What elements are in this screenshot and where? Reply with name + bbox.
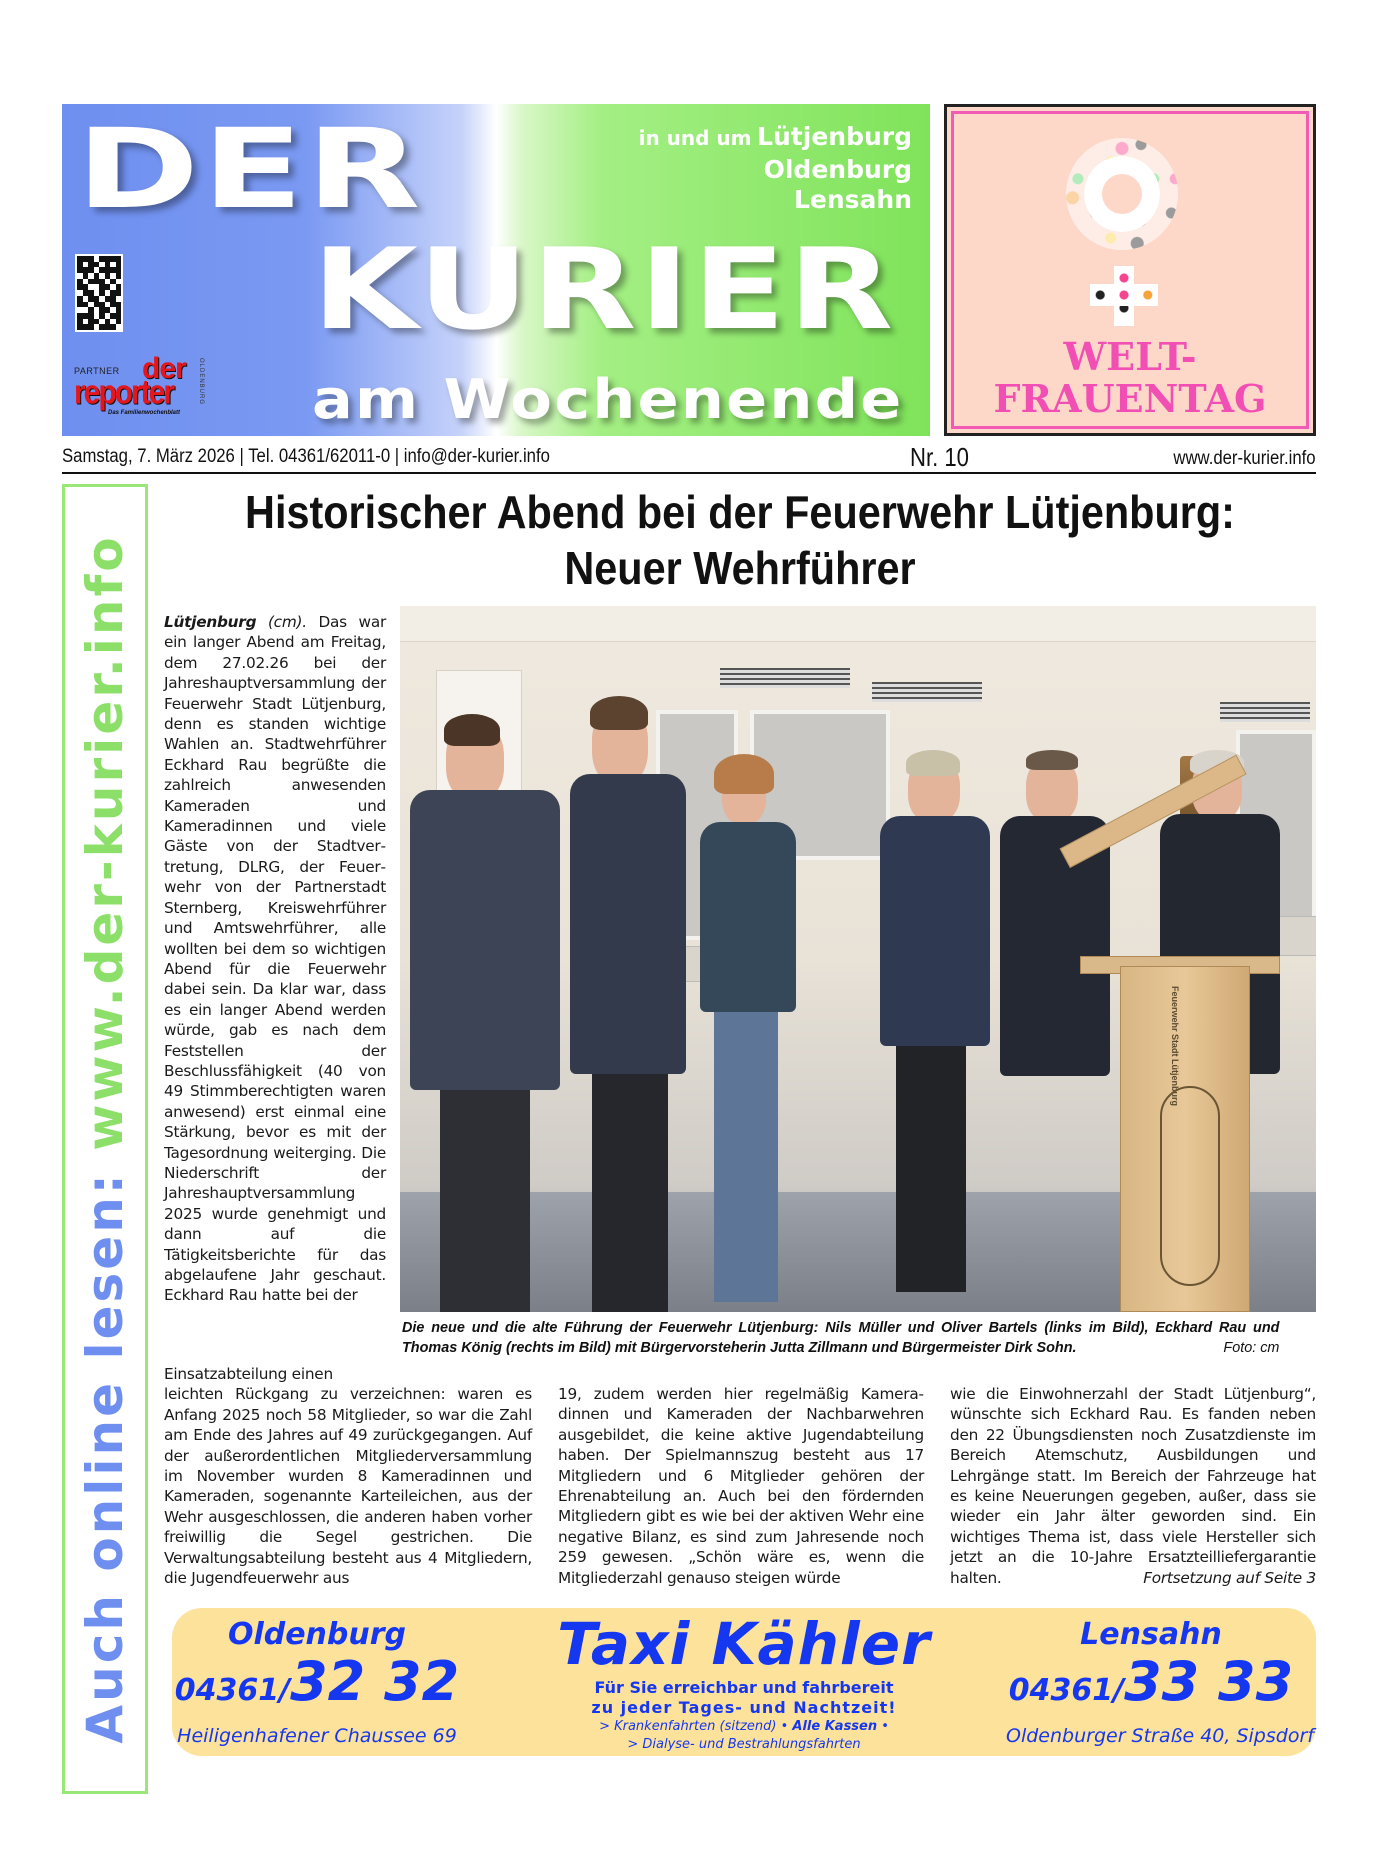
photo-vent (1220, 702, 1310, 722)
photo-person-3 (700, 746, 800, 1312)
headline-line2: Neuer Wehrführer (564, 542, 916, 594)
online-promo-text[interactable] (76, 534, 134, 1743)
ad-service-1-text: > Krankenfahrten (sitzend) • (599, 1719, 793, 1734)
ad-phone-number: 32 32 (290, 1650, 460, 1713)
ad-phone-prefix: 04361/ (1008, 1673, 1125, 1708)
online-promo-sidebar (62, 484, 148, 1794)
ad-phone-number: 33 33 (1124, 1650, 1294, 1713)
photo-caption (402, 1318, 1279, 1358)
website-link[interactable]: www.der-kurier.info (1173, 448, 1316, 469)
region-lensahn: Lensahn (793, 185, 912, 214)
taxi-advertisement[interactable] (172, 1608, 1316, 1756)
ad-service-2: > Dialyse- und Bestrahlungsfahrten (627, 1737, 861, 1752)
ad-service-1-bold: Alle Kassen (792, 1719, 878, 1734)
article-headline (218, 484, 1262, 596)
masthead-title-der: DER (76, 105, 424, 233)
masthead-regions (639, 122, 912, 215)
photo-credit: Foto: cm (1223, 1339, 1280, 1356)
photo-vent (720, 668, 850, 688)
partner-label: PARTNER (74, 366, 120, 376)
ad-center-block (504, 1610, 984, 1754)
masthead-title-wochenende: am Wochenende (312, 368, 904, 431)
fire-brigade-emblem-icon (1160, 1086, 1220, 1286)
photo-vent (872, 682, 982, 702)
ad-lensahn-phone[interactable] (1006, 1650, 1296, 1723)
online-promo-label: Auch online lesen: (76, 1150, 134, 1744)
promo-title-line1: WELT- (1063, 334, 1197, 379)
ad-oldenburg-city: Oldenburg (227, 1617, 407, 1652)
column-1-text: leichten Rückgang zu verzeichnen: waren es Anfang 2025 noch 58 Mitglieder, so war die Zahl am Ende des Jahres auf 49 zurückgegangen. Auf der außerordentlichen Mitgliederversammlung im November wurden 8 Kameradinnen und Kameraden, sogenannte Karteileichen, aus der Wehr ausgeschlossen, die anderen haben vorher freiwillig die Segel gestrichen. Die Verwaltungsabteilung besteht aus 4 Mitgliedern, die Jugendfeuerwehr aus (164, 1385, 532, 1588)
dateline-author: (cm). (267, 613, 307, 631)
promo-frame (951, 111, 1309, 429)
lectern-text: Feuerwehr Stadt Lütjenburg (1170, 986, 1180, 1107)
qr-code-icon[interactable] (75, 254, 123, 332)
ad-lensahn-block (1006, 1616, 1314, 1749)
issue-date-contact: Samstag, 7. März 2026 | Tel. 04361/62011-0 | info@der-kurier.info (62, 446, 550, 467)
partner-subtitle: Das Familienwochenblatt (108, 410, 181, 416)
caption-text: Die neue und die alte Führung der Feuerwehr Lütjenburg: Nils Müller und Oliver Bartels (links im Bild), Eckhard Rau und Thomas König (rechts im Bild) mit Bürgervorsteherin Jutta Zillmann und Bürgermeister Dirk Sohn. (402, 1319, 1280, 1356)
venus-symbol-icon (1066, 138, 1178, 250)
photo-person-2 (570, 690, 690, 1312)
regions-intro: in und um (638, 126, 752, 150)
column-1-first-line: Einsatzabteilung einen (164, 1365, 333, 1383)
photo-ceiling (400, 606, 1316, 642)
article-column-3 (950, 1384, 1316, 1588)
ad-lensahn-city: Lensahn (1080, 1617, 1222, 1652)
online-promo-url[interactable]: www.der-kurier.info (76, 534, 134, 1151)
ad-lensahn-address: Oldenburger Straße 40, Sipsdorf (1006, 1725, 1314, 1747)
lead-text: Das war ein langer Abend am Freitag, dem 27.02.26 bei der Jahreshauptversammlung der Feuerwehr Stadt Lütjenburg, denn es standen wichtige Wahlen an. Stadtwehrführer Eckhard Rau begrüßte die zahlreich anwesenden Kameraden und Kameradinnen und viele Gäste von der Stadtvertretung, DLRG, der Feuerwehr von der Partnerstadt Sternberg, Kreiswehrführer und Amtswehrführer, alle wollten bei dem so wichtigen Abend für die Feuerwehr dabei sein. Da klar war, dass es ein langer Abend werden würde, gab es nach dem Feststellen der Beschlussfähigkeit (40 von 49 Stimmberechtigten waren anwesend) erst einmal eine Stärkung, bevor es mit der Tagesordnung weiterging. Die Niederschrift der Jahreshauptversammlung 2025 wurde genehmigt und dann auf die Tätigkeitsberichte für das abgelaufene Jahr geschaut. Eckhard Rau hatte bei der (164, 613, 386, 1305)
ad-brand: Taxi Kähler (557, 1610, 931, 1678)
masthead (62, 104, 930, 436)
article-lead-column (164, 612, 386, 1306)
photo-person-1 (410, 706, 580, 1312)
issue-number: Nr. 10 (910, 442, 969, 472)
article-photo[interactable] (400, 606, 1316, 1312)
article-column-2: 19, zudem werden hier regelmäßig Kameradinnen und Kameraden der Nachbarwehren ausgebildet, die keine aktive Jugendabteilung haben. Der Spielmannszug besteht aus 17 Mitgliedern und 6 Mitglieder gehören der Ehrenabteilung an. Auch bei den fördernden Mitgliedern gibt es wie bei der aktiven Wehr eine negative Bilanz, es sind zum Jahresende noch 259 gewesen. „Schön wäre es, wenn die Mitgliederzahl genauso steigen würde (558, 1385, 924, 1587)
column-3-text: wie die Einwohnerzahl der Stadt Lütjenburg“, wünschte sich Eckhard Rau. Es fanden neben den 22 Übungsdiensten noch Zusatzdienste im Bereich Atemschutz, Ausbildungen und Lehrgänge statt. Im Bereich der Fahrzeuge hat es keine Neuerungen gegeben, außer, dass sie wieder ein Jahr älter geworden sind. Ein wichtiges Thema ist, dass viele Hersteller sich jetzt an die 10-Jahre Ersatzteilliefergarantie halten. (950, 1385, 1316, 1587)
promo-title (954, 336, 1306, 420)
ad-tagline-1: Für Sie erreichbar und fahrbereit (594, 1678, 894, 1697)
region-oldenburg: Oldenburg (763, 155, 912, 184)
promo-title-line2: FRAUENTAG (993, 376, 1267, 421)
ad-oldenburg-phone[interactable] (172, 1650, 462, 1723)
ad-phone-prefix: 04361/ (174, 1673, 291, 1708)
headline-line1: Historischer Abend bei der Feuerwehr Lütjenburg: (245, 486, 1235, 538)
weltfrauentag-promo (944, 104, 1316, 436)
dateline-bar (62, 444, 1316, 474)
dateline-place: Lütjenburg (164, 613, 257, 631)
masthead-title-kurier: KURIER (312, 225, 896, 355)
continuation-note[interactable]: Fortsetzung auf Seite 3 (1143, 1568, 1316, 1587)
partner-city: OLDENBURG (198, 358, 204, 406)
photo-person-5 (1000, 746, 1110, 1266)
region-luetjenburg: Lütjenburg (757, 122, 912, 151)
article-column-1 (164, 1364, 532, 1588)
venus-symbol-crossbar (1090, 284, 1158, 306)
photo-person-4 (880, 746, 990, 1312)
partner-brand-bottom: reporter (74, 373, 174, 412)
ad-oldenburg-block (172, 1616, 462, 1749)
ad-service-1-end: • (877, 1719, 889, 1734)
ad-tagline-2: zu jeder Tages- und Nachtzeit! (591, 1698, 897, 1717)
partner-brand-top: der (142, 352, 186, 385)
ad-oldenburg-address: Heiligenhafener Chaussee 69 (177, 1725, 457, 1747)
partner-logo (74, 352, 206, 416)
ad-service-1 (504, 1718, 984, 1736)
